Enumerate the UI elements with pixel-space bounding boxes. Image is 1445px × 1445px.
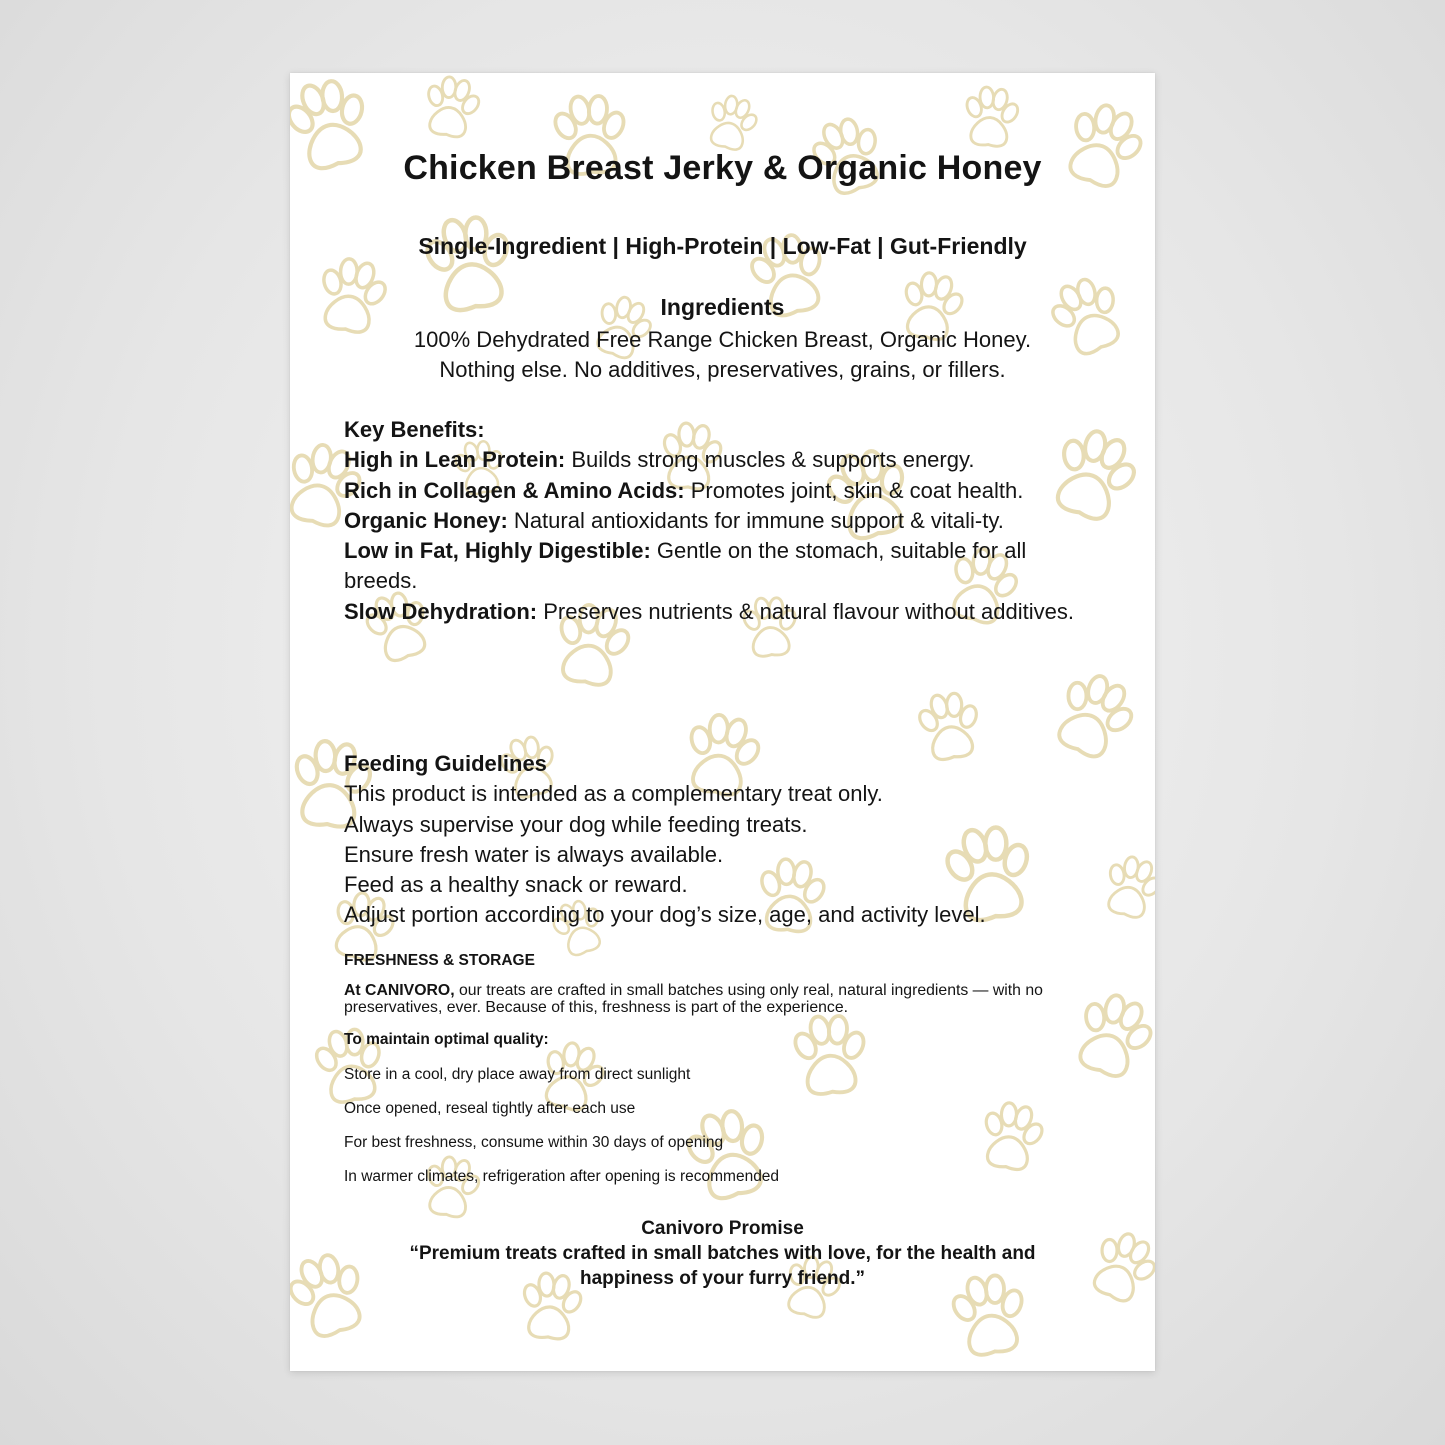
storage-heading: FRESHNESS & STORAGE (344, 952, 535, 969)
benefit-item: Organic Honey: Natural antioxidants for immune support & vitali-ty. (344, 507, 1004, 533)
feeding-line: Ensure fresh water is always available. (344, 841, 724, 867)
promise-line-2: happiness of your furry friend.” (579, 1268, 866, 1289)
ingredients-heading: Ingredients (660, 294, 785, 320)
feeding-guidelines-section (344, 749, 1104, 931)
promise-line-1: “Premium treats crafted in small batches with love, for the health and (409, 1243, 1036, 1264)
feeding-line: Adjust portion according to your dog’s size, age, and activity level. (344, 902, 986, 928)
promise-text (290, 1241, 1155, 1291)
storage-subheading: To maintain optimal quality: (344, 1031, 549, 1048)
feeding-line: Always supervise your dog while feeding treats. (344, 811, 808, 837)
benefit-item: Slow Dehydration: Preserves nutrients & natural flavour without additives. (344, 598, 1074, 624)
storage-item: For best freshness, consume within 30 days of opening (344, 1134, 724, 1151)
ingredients-text (290, 325, 1155, 385)
benefit-item: Low in Fat, Highly Digestible: Gentle on the stomach, suitable for all breeds. (344, 538, 1027, 594)
ingredients-line-2: Nothing else. No additives, preservatives, grains, or fillers. (439, 357, 1006, 382)
product-subtitle: Single-Ingredient | High-Protein | Low-Fat | Gut-Friendly (418, 233, 1027, 259)
feeding-line: This product is intended as a complementary treat only. (344, 781, 883, 807)
benefit-item: Rich in Collagen & Amino Acids: Promotes joint, skin & coat health. (344, 477, 1024, 503)
benefit-item: High in Lean Protein: Builds strong muscles & supports energy. (344, 447, 975, 473)
feeding-guidelines-heading: Feeding Guidelines (344, 751, 547, 776)
storage-item: Store in a cool, dry place away from direct sunlight (344, 1066, 691, 1083)
promise-heading: Canivoro Promise (641, 1218, 804, 1239)
key-benefits-heading: Key Benefits: (344, 417, 485, 442)
brand-name: At CANIVORO, (344, 982, 455, 999)
ingredients-line-1: 100% Dehydrated Free Range Chicken Breast, Organic Honey. (413, 327, 1032, 352)
feeding-line: Feed as a healthy snack or reward. (344, 872, 688, 898)
storage-intro: At CANIVORO, our treats are crafted in small batches using only real, natural ingredients — with no preservatives, ever. Because of this, freshness is part of the experience. (344, 982, 1043, 1016)
storage-item: In warmer climates, refrigeration after opening is recommended (344, 1168, 780, 1185)
product-info-sheet (290, 73, 1155, 1371)
storage-item: Once opened, reseal tightly after each use (344, 1100, 636, 1117)
product-title: Chicken Breast Jerky & Organic Honey (403, 149, 1042, 187)
key-benefits-section (344, 415, 1104, 627)
